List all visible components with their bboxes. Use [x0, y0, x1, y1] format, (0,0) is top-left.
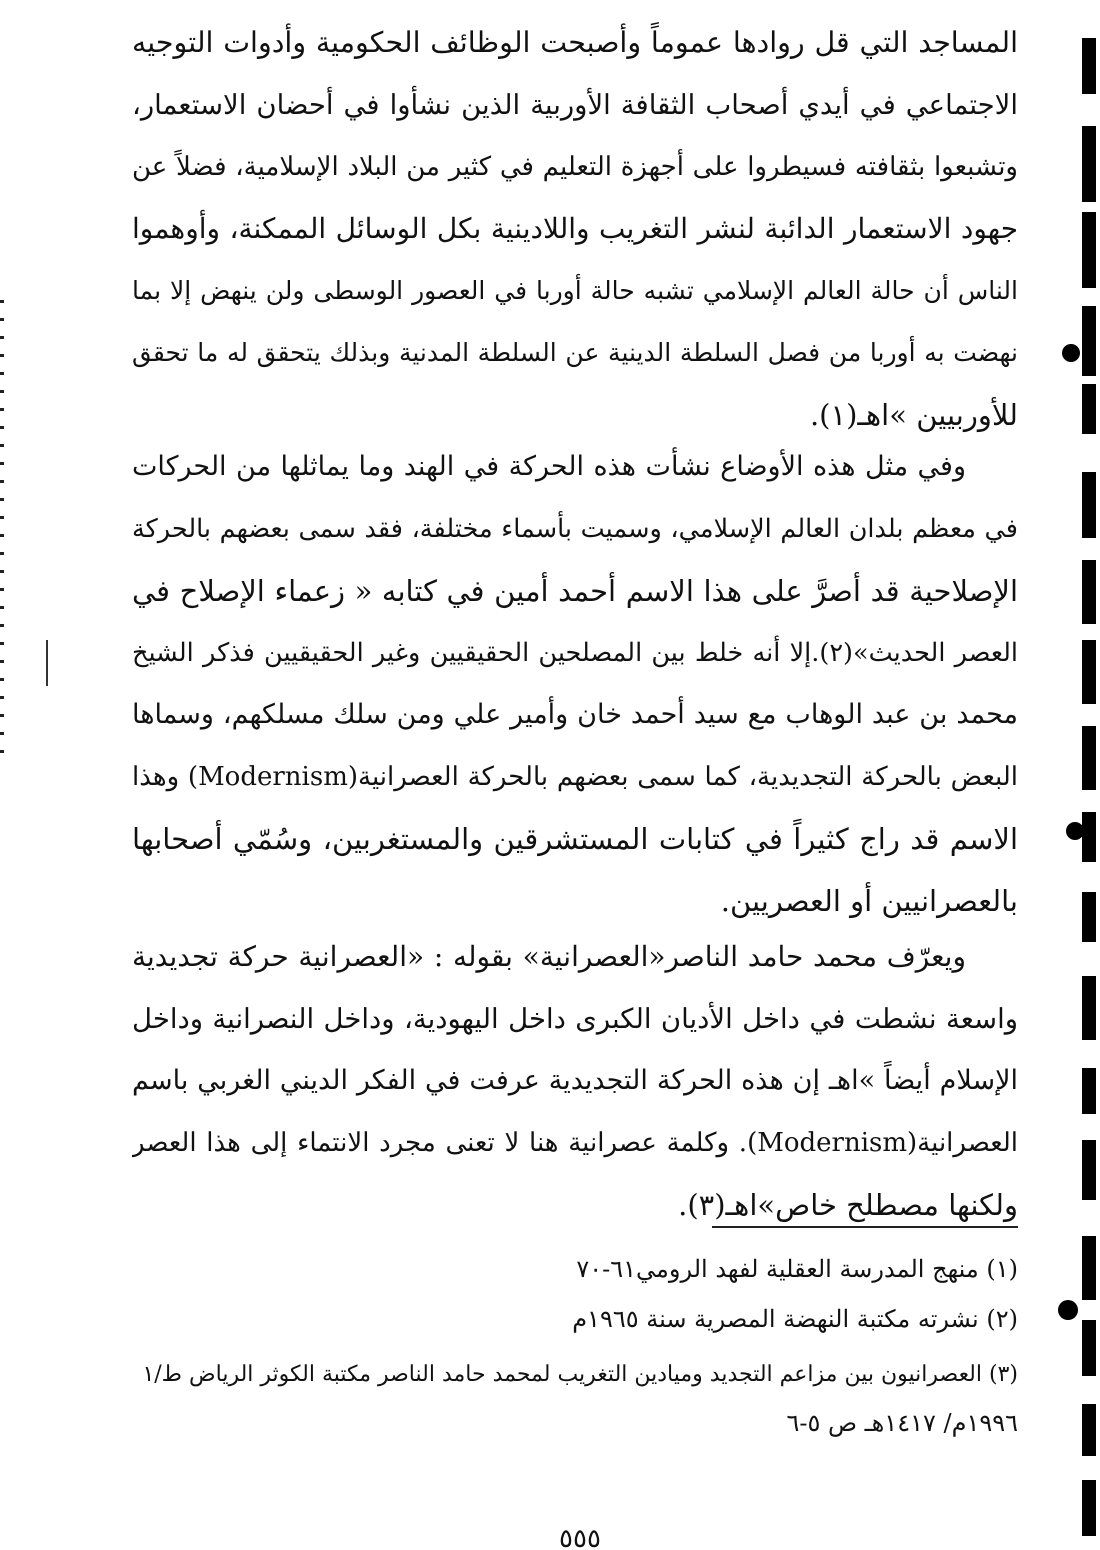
scan-margin-mark	[1082, 640, 1096, 704]
footnote-3-continuation: ١٩٩٦م/ ١٤١٧هـ ص ٥-٦	[786, 1409, 1018, 1437]
scan-margin-mark	[1082, 1236, 1096, 1300]
scan-margin-mark	[1082, 1068, 1096, 1114]
text-line: الاجتماعي في أيدي أصحاب الثقافة الأوربية الذين نشأوا في أحضان الاستعمار،	[132, 89, 1018, 121]
text-line: المساجد التي قل روادها عموماً وأصبحت الوظائف الحكومية وأدوات التوجيه	[132, 26, 1018, 59]
text-line: الناس أن حالة العالم الإسلامي تشبه حالة أوربا في العصور الوسطى ولن ينهض إلا بما	[132, 276, 1018, 305]
text-line: نهضت به أوربا من فصل السلطة الدينية عن السلطة المدنية وبذلك يتحقق له ما تحقق	[132, 338, 1018, 367]
scan-margin-mark	[1082, 812, 1096, 862]
text-line: وتشبعوا بثقافته فسيطروا على أجهزة التعليم في كثير من البلاد الإسلامية، فضلاً عن	[132, 152, 1018, 182]
scan-margin-mark	[1082, 892, 1096, 942]
text-line: جهود الاستعمار الدائبة لنشر التغريب واللادينية بكل الوسائل الممكنة، وأوهموا	[132, 212, 1018, 245]
scan-margin-mark	[1082, 976, 1096, 1040]
scan-margin-mark	[1082, 212, 1096, 288]
scan-margin-mark	[1082, 472, 1096, 538]
scan-margin-mark	[1082, 1480, 1096, 1536]
scan-margin-mark	[1082, 560, 1096, 624]
text-line: ويعرّف محمد حامد الناصر«العصرانية» بقوله : «العصرانية حركة تجديدية	[132, 940, 966, 973]
paragraph-1	[132, 12, 1018, 446]
text-line: محمد بن عبد الوهاب مع سيد أحمد خان وأمير علي ومن سلك مسلكهم، وسماها	[132, 699, 1018, 730]
text-line: للأوربيين »اهـ(١).	[809, 398, 1018, 432]
text-line: الإسلام أيضاً »اهـ إن هذه الحركة التجديدية عرفت في الفكر الديني الغربي باسم	[132, 1065, 1018, 1096]
text-line: العصر الحديث»(٢).إلا أنه خلط بين المصلحين الحقيقيين وغير الحقيقيين فذكر الشيخ	[132, 638, 1018, 668]
scan-margin-mark	[1082, 1320, 1096, 1376]
scan-margin-mark	[1082, 126, 1096, 202]
footnote-2: (٢) نشرته مكتبة النهضة المصرية سنة ١٩٦٥م	[572, 1305, 1018, 1333]
scan-margin-mark	[1082, 1140, 1096, 1200]
scan-edge-specks	[0, 300, 4, 760]
text-line: في معظم بلدان العالم الإسلامي، وسميت بأسماء مختلفة، فقد سمى بعضهم بالحركة	[132, 514, 1018, 544]
text-line: ولكنها مصطلح خاص»اهـ(٣).	[678, 1188, 1018, 1222]
page-number: ٥٥٥	[559, 1524, 601, 1550]
footnote-separator	[712, 1226, 1018, 1228]
text-line: العصرانية(Modernism). وكلمة عصرانية هنا لا تعنى مجرد الانتماء إلى هذا العصر	[132, 1128, 1018, 1158]
text-line: الاسم قد راج كثيراً في كتابات المستشرقين والمستغربين، وسُمّي أصحابها	[132, 822, 1018, 856]
scan-margin-mark	[1082, 38, 1096, 94]
scan-margin-mark	[1082, 726, 1096, 790]
paragraph-3	[132, 926, 1018, 1236]
text-line: الإصلاحية قد أصرَّ على هذا الاسم أحمد أمين في كتابه « زعماء الإصلاح في	[132, 574, 1018, 608]
paragraph-2	[132, 436, 1018, 932]
text-line: بالعصرانيين أو العصريين.	[720, 884, 1018, 918]
scan-margin-dot	[1062, 344, 1080, 362]
scan-margin-mark	[1082, 306, 1096, 376]
footnote-3: (٣) العصرانيون بين مزاعم التجديد وميادين التغريب لمحمد حامد الناصر مكتبة الكوثر الرياض ط/١	[142, 1362, 1018, 1387]
scan-margin-dot	[1058, 1300, 1078, 1320]
scan-stray-mark	[46, 640, 48, 686]
scan-margin-mark	[1082, 1404, 1096, 1456]
text-line: البعض بالحركة التجديدية، كما سمى بعضهم بالحركة العصرانية(Modernism) وهذا	[132, 762, 1018, 792]
scan-margin-mark	[1082, 384, 1096, 434]
text-line: واسعة نشطت في داخل الأديان الكبرى داخل اليهودية، وداخل النصرانية وداخل	[132, 1003, 1018, 1035]
text-line: وفي مثل هذه الأوضاع نشأت هذه الحركة في الهند وما يماثلها من الحركات	[132, 451, 966, 482]
footnote-1: (١) منهج المدرسة العقلية لفهد الرومي٦١-٧٠	[576, 1255, 1018, 1283]
